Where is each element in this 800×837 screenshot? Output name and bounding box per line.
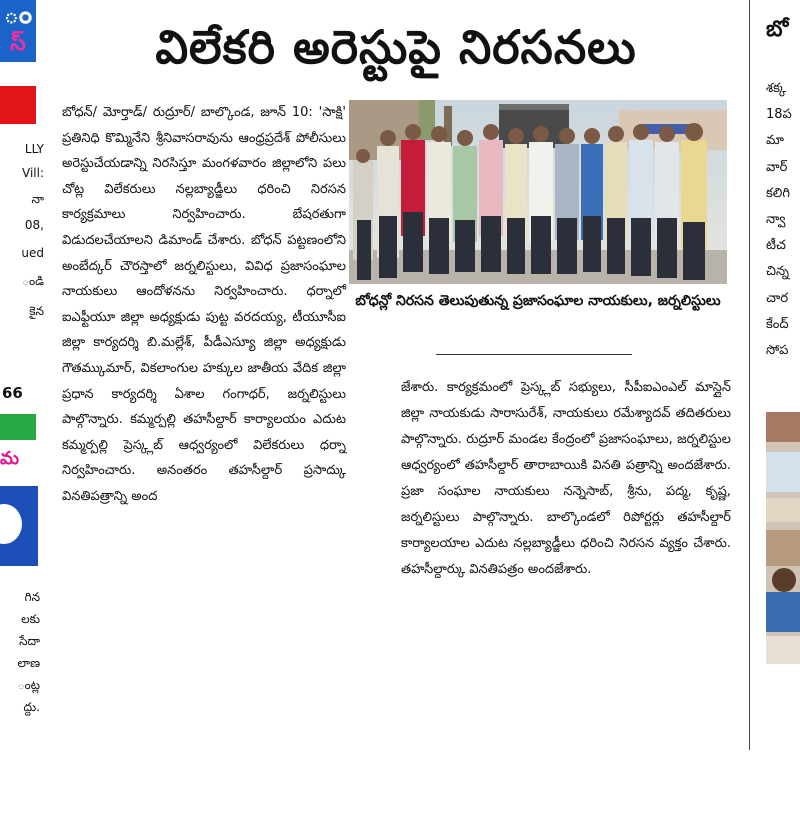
advert-green-block xyxy=(0,414,36,440)
left-strip-line: ued xyxy=(21,246,44,260)
next-article-line: టీచ xyxy=(766,238,786,254)
next-article-photo-image xyxy=(766,412,800,664)
left-strip-bottom-line: లాణ xyxy=(17,656,40,670)
article-column-1: బోధన్/ మోర్తాడ్/ రుద్రూర్/ బాల్కొండ, జూన్ 10: 'సాక్షి' ప్రతినిధి కొమ్మినేని శ్రీనివాసరావును ఆంధ్రప్రదేశ్ పోలీసులు అరెస్టుచేయడాన్ని నిరసిస్తూ మంగళవారం జిల్లాలోని పలు చోట్ల విలేకరులు నల్లబ్యాడ్జీలు ధరించి నిరసన కార్యక్రమాలు నిర్వహించారు. బేషరతుగా విడుదలచేయాలని డిమాండ్ చేశారు. బోధన్ పట్టణంలోని అంబేద్కర్ చౌరస్తాలో జర్నలిస్టులు, వివిధ ప్రజాసంఘాల నాయకులు ఆందోళనను నిర్వహించారు. ధర్నాలో ఐఎఫ్టీయూ జిల్లా అధ్యక్షుడు పుట్ట వరదయ్య, టీయూసీఐ జిల్లా కార్యదర్శి బి.మల్లేశ్, పీడీఎస్యూ జిల్లా అధ్యక్షుడు గౌతమ్కుమార్, వికలాంగుల హక్కుల జాతీయ వేదిక జిల్లా ప్రధాన కార్యదర్శి ఏశాల గంగాధర్, జర్నలిస్టులు పాల్గొన్నారు. కమ్మర్పల్లి తహసీల్దార్ కార్యాలయం ఎదుట కమ్మర్పల్లి ప్రెస్క్లబ్ ఆధ్వర్యంలో విలేకరులు ధర్నా నిర్వహించారు. అనంతరం తహసీల్దార్ ప్రసాద్కు వినతిపత్రాన్ని అంద xyxy=(62,105,346,504)
left-strip-line: LLY xyxy=(24,142,44,156)
caption-underline xyxy=(436,354,632,355)
left-strip-line: కైన xyxy=(29,304,44,318)
advert-logo-text: ం xyxy=(3,0,33,30)
next-article-line: మా xyxy=(766,133,784,149)
advert-red-block xyxy=(0,86,36,124)
left-strip-bottom-line: సేదా xyxy=(19,634,40,648)
left-strip-bottom-text xyxy=(0,586,40,718)
next-article-line: చిన్న xyxy=(766,264,789,280)
next-article-line: సోప xyxy=(766,343,789,359)
article-headline: విలేకరి అరెస్టుపై నిరసనలు xyxy=(155,20,637,74)
advert-blue-block xyxy=(0,486,38,566)
column-divider xyxy=(749,0,750,750)
left-strip-line: నా xyxy=(31,192,44,206)
protest-photo xyxy=(349,100,727,284)
next-article-line: వార్ xyxy=(766,159,788,175)
next-article-line: న్వా xyxy=(766,212,786,228)
next-article-headline: బో xyxy=(766,17,789,42)
advert-logo xyxy=(0,0,36,62)
next-article-text xyxy=(766,76,800,364)
left-strip-bottom-line: ద్దు. xyxy=(23,700,40,714)
article-column-2: జేశారు. కార్యక్రమంలో ప్రెస్క్లబ్ సభ్యులు, సీపీఐఎంఎల్ మాస్లైన్ జిల్లా నాయకుడు సారాసురేశ్, నాయకులు రమేశ్యాదవ్ తదితరులు పాల్గొన్నారు. రుద్రూర్ మండల కేంద్రంలో ప్రజాసంఘాలు, జర్నలిస్టుల ఆధ్వర్యంలో తహసీల్దార్ తారాబాయికి వినతి పత్రాన్ని అందజేశారు. ప్రజా సంఘాల నాయకులు నన్నెసాబ్, శ్రీను, పద్మ, కృష్ణ, జర్నలిస్టులు పాల్గొన్నారు. బాల్కొండలో రిపోర్టర్లు తహసీల్దార్ కార్యాలయాల ఎదుట నల్లబ్యాడ్జీలు ధరించి నిరసన వ్యక్తం చేశారు. తహసీల్దార్కు వినతిపత్రం అందజేశారు. xyxy=(401,380,731,577)
advert-white-oval xyxy=(0,504,22,544)
left-neighbor-column xyxy=(0,0,44,837)
left-strip-line: 08, xyxy=(24,218,44,232)
left-strip-bottom-line: ంట్ల xyxy=(17,678,40,692)
left-strip-bottom-line: లకు xyxy=(21,612,40,626)
photo-caption: బోధన్లో నిరసన తెలుపుతున్న ప్రజాసంఘాల నాయకులు, జర్నలిస్టులు xyxy=(355,293,721,309)
protest-photo-image xyxy=(349,100,727,284)
next-article-line: కేంద్ xyxy=(766,316,789,332)
left-strip-number: 66 xyxy=(2,384,23,402)
left-strip-line: ండి xyxy=(22,274,44,288)
left-strip-bottom-line: గిన xyxy=(24,590,40,604)
next-article-line: చార xyxy=(766,290,789,306)
next-article-line: శక్క xyxy=(766,81,787,96)
left-strip-line: Vill: xyxy=(22,166,44,180)
advert-logo-subtext: స్ xyxy=(10,31,26,56)
advert-pink-text: మ xyxy=(0,448,20,469)
next-article-line: కలిగి xyxy=(766,185,790,201)
next-article-line: 18ప xyxy=(766,107,792,123)
next-article-photo xyxy=(766,412,800,664)
